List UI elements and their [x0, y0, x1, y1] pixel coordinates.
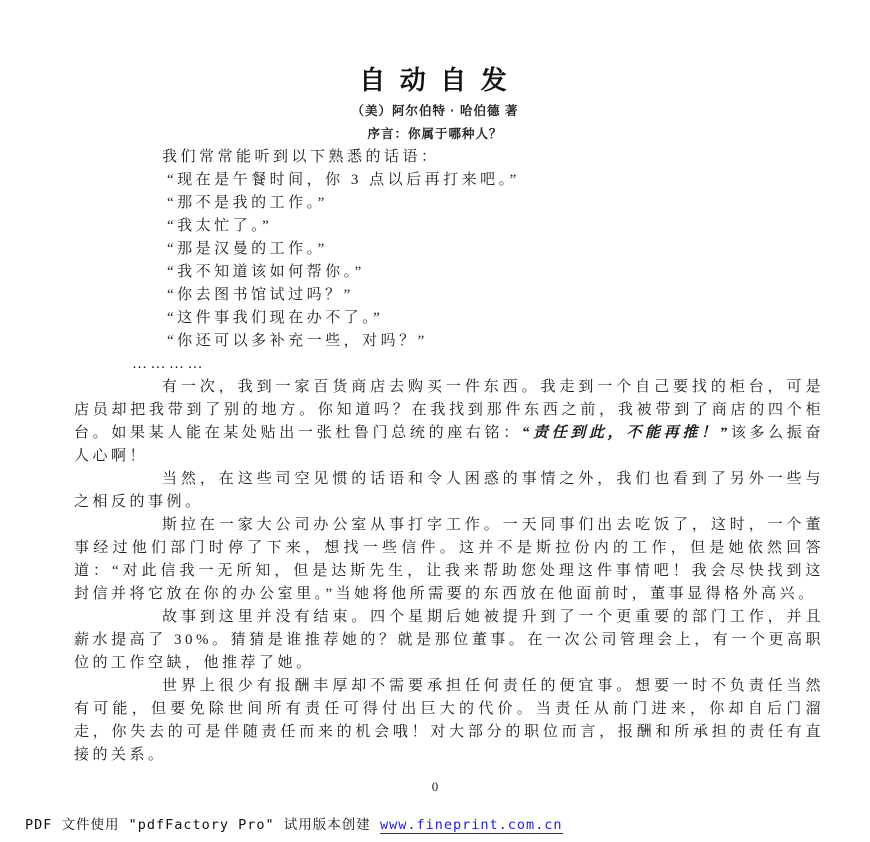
watermark-text: PDF 文件使用 "pdfFactory Pro" 试用版本创建 — [25, 817, 380, 833]
quote-line: “那不是我的工作。” — [167, 195, 328, 211]
quote-line: “你还可以多补充一些，对吗？” — [167, 333, 428, 349]
preface-heading: 序言：你属于哪种人？ — [367, 127, 503, 141]
quote-line: “我太忙了。” — [167, 218, 273, 234]
pdf-watermark-footer — [25, 813, 563, 833]
document-body — [74, 146, 824, 767]
quote-line: “这件事我们现在办不了。” — [167, 310, 384, 326]
paragraph: 故事到这里并没有结束。四个星期后她被提升到了一个更重要的部门工作，并且薪水提高了 30%。猜猜是谁推荐她的？就是那位董事。在一次公司管理会上，有一个更高职位的工作空缺，他推荐了她。 — [74, 609, 824, 671]
fineprint-link[interactable]: www.fineprint.com.cn — [379, 817, 563, 833]
page-number: 0 — [431, 779, 439, 794]
quote-line: “那是汉曼的工作。” — [167, 241, 328, 257]
quote-line: “我不知道该如何帮你。” — [167, 264, 365, 280]
paragraph: 有一次，我到一家百货商店去购买一件东西。我走到一个自己要找的柜台，可是店员却把我带到了别的地方。你知道吗？在我找到那件东西之前，我被带到了商店的四个柜台。如果某人能在某处贴出一张杜鲁门总统的座右铭：“责任到此，不能再推！”该多么振奋人心啊！ — [74, 379, 824, 464]
ellipsis-line: ………… — [132, 356, 206, 372]
paragraph: 我们常常能听到以下熟悉的话语： — [162, 149, 440, 165]
book-title: 自 动 自 发 — [359, 66, 511, 95]
paragraph: 当然，在这些司空见惯的话语和令人困惑的事情之外，我们也看到了另外一些与之相反的事例。 — [74, 471, 824, 510]
motto-bold-quote: “责任到此，不能再推！” — [521, 425, 731, 441]
author-byline: （美）阿尔伯特 · 哈伯德 著 — [351, 104, 519, 118]
quote-line: “现在是午餐时间，你 3 点以后再打来吧。” — [167, 172, 520, 188]
paragraph: 斯拉在一家大公司办公室从事打字工作。一天同事们出去吃饭了，这时，一个董事经过他们部门时停了下来，想找一些信件。这并不是斯拉份内的工作，但是她依然回答道：“对此信我一无所知，但是达斯先生，让我来帮助您处理这件事情吧！我会尽快找到这封信并将它放在你的办公室里。”当她将他所需要的东西放在他面前时，董事显得格外高兴。 — [74, 517, 824, 602]
paragraph: 世界上很少有报酬丰厚却不需要承担任何责任的便宜事。想要一时不负责任当然有可能，但要免除世间所有责任可得付出巨大的代价。当责任从前门进来，你却自后门溜走，你失去的可是伴随责任而来的机会哦！对大部分的职位而言，报酬和所承担的责任有直接的关系。 — [74, 678, 824, 763]
quote-line: “你去图书馆试过吗？” — [167, 287, 354, 303]
